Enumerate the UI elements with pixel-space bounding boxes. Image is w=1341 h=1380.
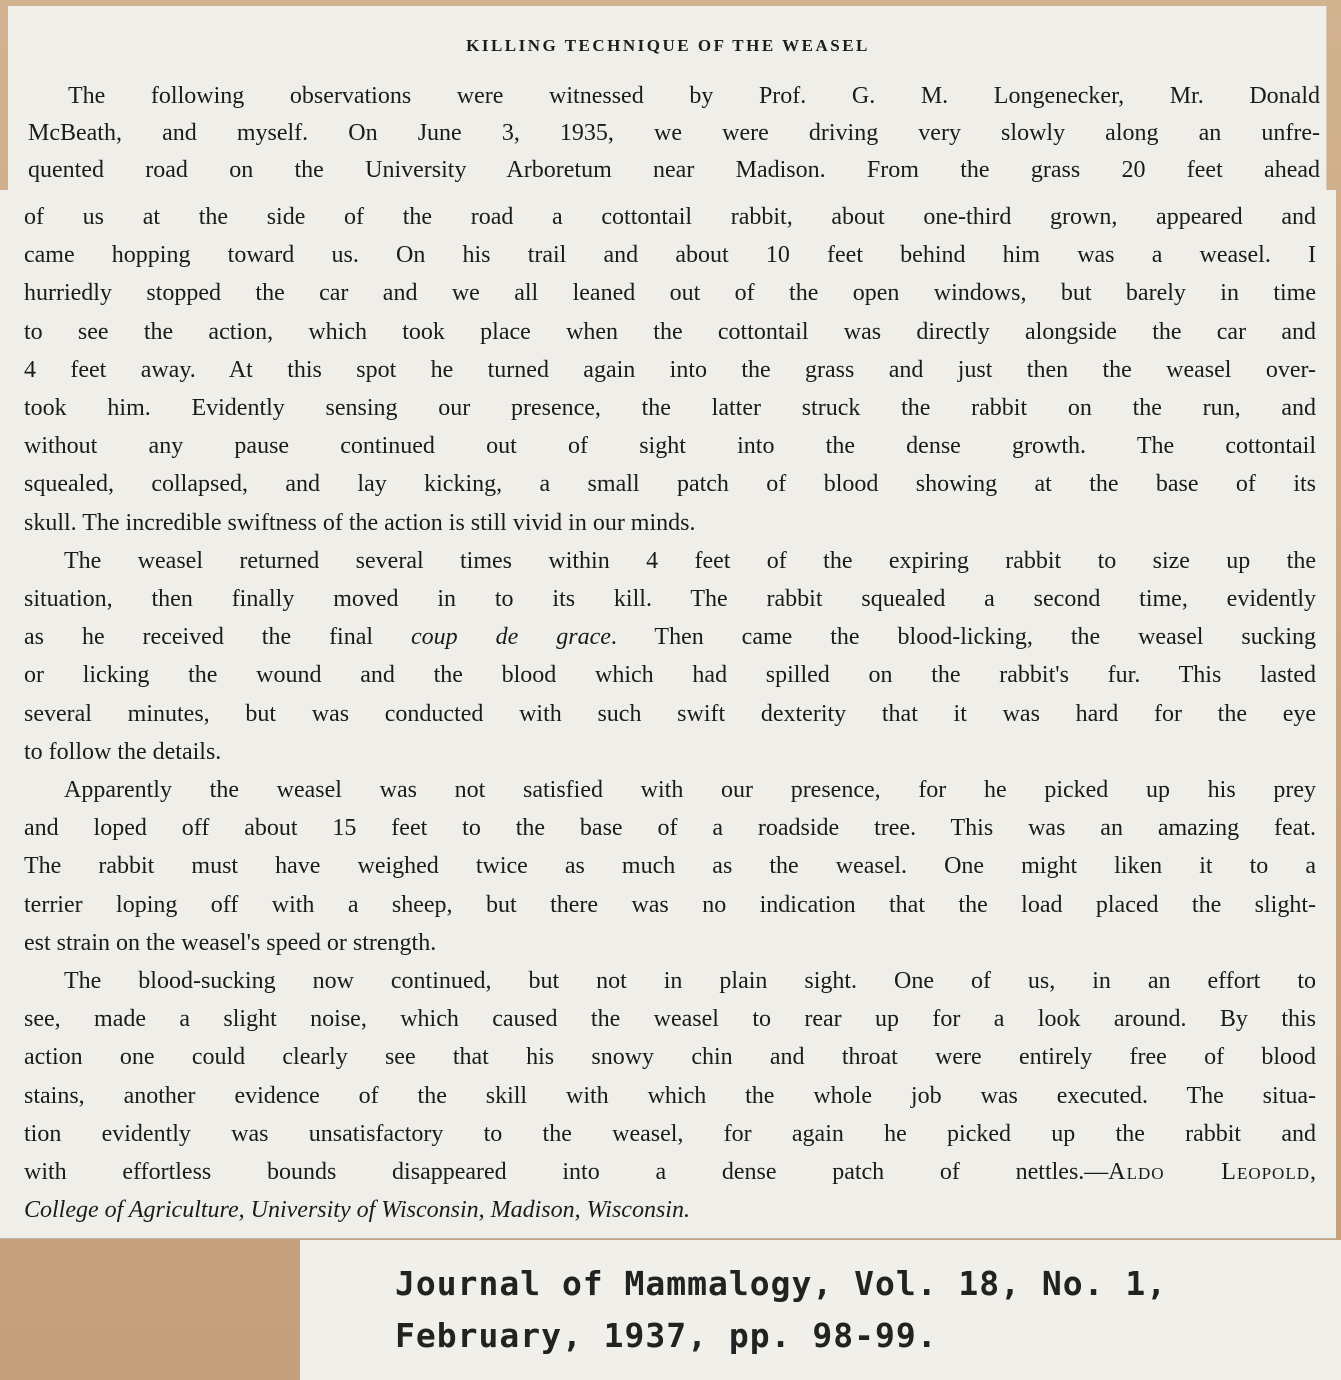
text-line: took him. Evidently sensing our presence, the latter struck the rabbit on the run, and (24, 395, 1316, 422)
citation-line-2: February, 1937, pp. 98-99. (395, 1316, 938, 1355)
text-line: or licking the wound and the blood which had spilled on the rabbit's fur. This lasted (24, 662, 1316, 689)
article-heading: KILLING TECHNIQUE OF THE WEASEL (466, 36, 870, 55)
text-line: est strain on the weasel's speed or strength. (24, 929, 437, 956)
text-line: without any pause continued out of sight into the dense growth. The cottontail (24, 433, 1316, 460)
text-line-coup-de-grace (24, 618, 1316, 656)
text-line: The blood-sucking now continued, but not in plain sight. One of us, in an effort to (64, 968, 1316, 995)
text-line: skull. The incredible swiftness of the action is still vivid in our minds. (24, 509, 696, 536)
citation-line-1: Journal of Mammalogy, Vol. 18, No. 1, (395, 1264, 1168, 1303)
text-line: tion evidently was unsatisfactory to the weasel, for again he picked up the rabbit and (24, 1120, 1316, 1147)
article-body (24, 198, 1316, 1229)
text-fragment: with effortless bounds disappeared into a dense patch of nettles.— (24, 1159, 1109, 1186)
text-line: see, made a slight noise, which caused the weasel to rear up for a look around. By this (24, 1006, 1316, 1033)
text-fragment: . Then came the blood-licking, the weasel sucking (610, 624, 1317, 651)
citation-text (395, 1258, 1167, 1362)
text-line: 4 feet away. At this spot he turned again into the grass and just then the weasel over- (24, 356, 1316, 383)
clipping-top (8, 6, 1327, 206)
text-line: squealed, collapsed, and lay kicking, a small patch of blood showing at the base of its (24, 471, 1316, 498)
text-line: The weasel returned several times within 4 feet of the expiring rabbit to size up the (64, 547, 1316, 574)
affiliation-line (24, 1191, 1316, 1229)
text-line: of us at the side of the road a cottontail rabbit, about one-third grown, appeared and (24, 204, 1316, 230)
text-line: The following observations were witnessed by Prof. G. M. Longenecker, Mr. Donald (68, 83, 1320, 109)
text-line: terrier loping off with a sheep, but there was no indication that the load placed the slight- (24, 891, 1316, 918)
text-line: to see the action, which took place when the cottontail was directly alongside the car and (24, 318, 1316, 345)
text-fragment: , (1310, 1159, 1316, 1186)
text-line: several minutes, but was conducted with such swift dexterity that it was hard for the eye (24, 700, 1316, 727)
text-line: situation, then finally moved in to its kill. The rabbit squealed a second time, evidently (24, 586, 1316, 613)
text-line: action one could clearly see that his snowy chin and throat were entirely free of blood (24, 1044, 1316, 1071)
signature-line (24, 1153, 1316, 1191)
text-line: to follow the details. (24, 738, 222, 765)
italic-phrase: coup de grace (411, 624, 611, 651)
text-line: The rabbit must have weighed twice as much as the weasel. One might liken it to a (24, 853, 1316, 880)
author-name: Aldo Leopold (1108, 1159, 1310, 1186)
text-fragment: as he received the final (24, 624, 412, 651)
text-line: stains, another evidence of the skill with which the whole job was executed. The situa- (24, 1082, 1316, 1109)
text-line: quented road on the University Arboretum near Madison. From the grass 20 feet ahead (28, 157, 1320, 183)
text-line: came hopping toward us. On his trail and about 10 feet behind him was a weasel. I (24, 242, 1316, 269)
text-line: Apparently the weasel was not satisfied with our presence, for he picked up his prey (64, 777, 1316, 804)
author-affiliation: College of Agriculture, University of Wisconsin, Madison, Wisconsin. (24, 1197, 690, 1224)
text-line: McBeath, and myself. On June 3, 1935, we were driving very slowly along an unfre- (28, 120, 1320, 146)
text-line: and loped off about 15 feet to the base of a roadside tree. This was an amazing feat. (24, 815, 1316, 842)
text-line: hurriedly stopped the car and we all leaned out of the open windows, but barely in time (24, 280, 1316, 307)
opening-paragraph (28, 78, 1320, 189)
